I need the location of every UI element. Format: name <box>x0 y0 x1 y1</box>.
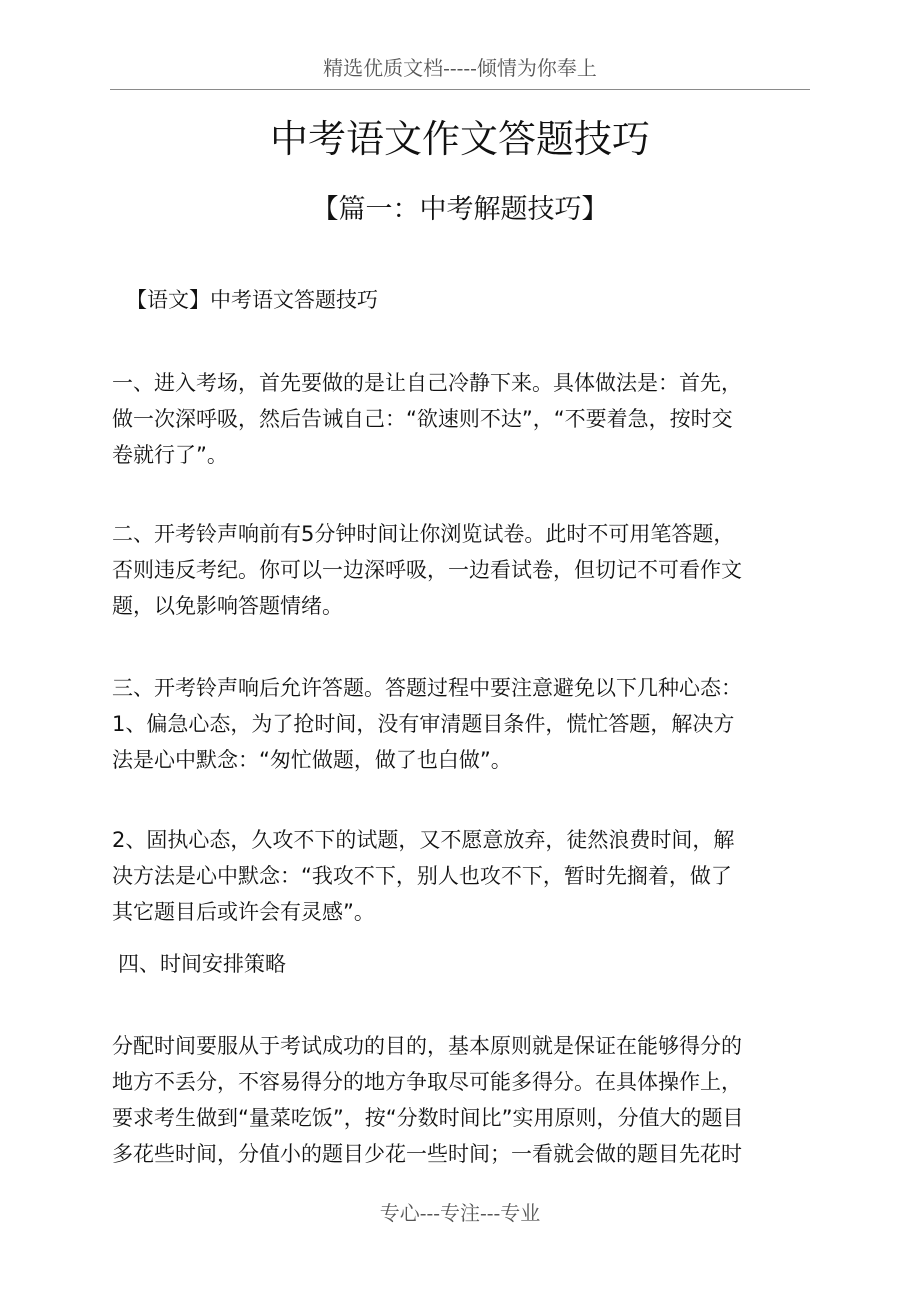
paragraph-5-heading <box>118 946 818 982</box>
paragraph-line: 其它题目后或许会有灵感”。 <box>112 900 375 924</box>
paragraph-line: 做一次深呼吸，然后告诫自己：“欲速则不达”，“不要着急，按时交 <box>112 407 733 431</box>
header-divider <box>110 89 810 90</box>
paragraph-line: 一、进入考场，首先要做的是让自己冷静下来。具体做法是：首先， <box>112 371 742 395</box>
paragraph-line: 1、偏急心态，为了抢时间，没有审清题目条件，慌忙答题，解决方 <box>112 712 735 736</box>
paragraph-1 <box>112 365 812 473</box>
paragraph-line: 三、开考铃声响后允许答题。答题过程中要注意避免以下几种心态： <box>112 676 742 700</box>
document-title: 中考语文作文答题技巧 <box>269 117 650 161</box>
paragraph-line: 决方法是心中默念：“我攻不下，别人也攻不下，暂时先搁着，做了 <box>112 864 732 888</box>
paragraph-line: 要求考生做到“量菜吃饭”，按“分数时间比”实用原则，分值大的题目 <box>112 1106 744 1130</box>
paragraph-6 <box>112 1028 812 1172</box>
paragraph-3 <box>112 670 812 778</box>
document-subtitle: 【篇一：中考解题技巧】 <box>311 194 609 225</box>
paragraph-line: 卷就行了”。 <box>112 443 228 467</box>
paragraph-line: 分配时间要服从于考试成功的目的，基本原则就是保证在能够得分的 <box>112 1034 742 1058</box>
paragraph-line: 否则违反考纪。你可以一边深呼吸，一边看试卷，但切记不可看作文 <box>112 558 742 582</box>
paragraph-2 <box>112 516 812 624</box>
paragraph-4 <box>112 822 812 930</box>
paragraph-line: 法是心中默念：“匆忙做题，做了也白做”。 <box>112 748 512 772</box>
paragraph-line: 四、时间安排策略 <box>118 952 286 976</box>
page-header: 精选优质文档-----倾情为你奉上 <box>323 56 597 80</box>
paragraph-line: 二、开考铃声响前有5分钟时间让你浏览试卷。此时不可用笔答题， <box>112 522 735 546</box>
page-footer: 专心---专注---专业 <box>379 1201 541 1225</box>
paragraph-line: 地方不丢分，不容易得分的地方争取尽可能多得分。在具体操作上， <box>112 1070 742 1094</box>
paragraph-line: 2、固执心态，久攻不下的试题，又不愿意放弃，徒然浪费时间，解 <box>112 828 735 852</box>
paragraph-line: 题，以免影响答题情绪。 <box>112 594 343 618</box>
section-heading: 【语文】中考语文答题技巧 <box>126 288 378 312</box>
paragraph-line: 多花些时间，分值小的题目少花一些时间；一看就会做的题目先花时 <box>112 1142 742 1166</box>
